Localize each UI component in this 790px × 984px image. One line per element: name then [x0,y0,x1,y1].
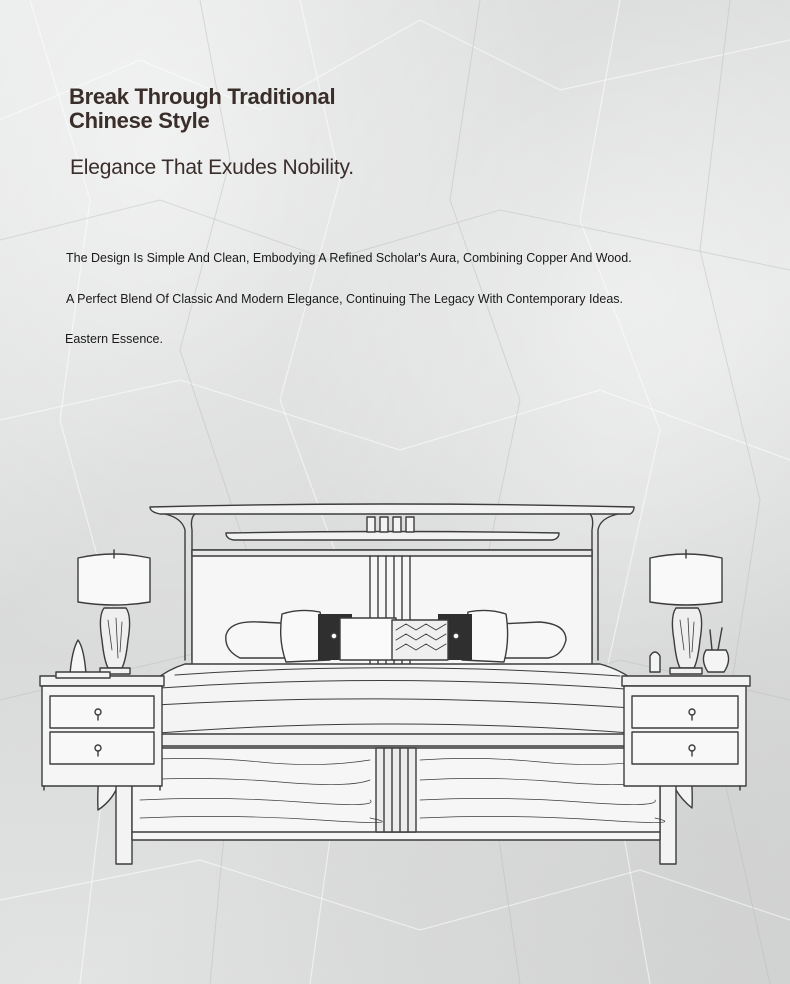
bed-sketch-illustration [0,490,790,890]
right-table-lamp [650,550,729,674]
headline [69,85,335,133]
left-table-lamp [56,550,150,678]
description-line-3: Eastern Essence. [65,332,163,346]
headline-line-2: Chinese Style [69,108,210,133]
subheadline: Elegance That Exudes Nobility. [70,156,354,179]
description-line-2: A Perfect Blend Of Classic And Modern Elegance, Continuing The Legacy With Contemporary Ideas. [66,292,624,306]
footboard [112,734,678,864]
description-line-1: The Design Is Simple And Clean, Embodying A Refined Scholar's Aura, Combining Copper And Wood. [66,251,632,265]
left-nightstand [40,676,164,790]
right-nightstand [622,676,750,790]
headline-line-1: Break Through Traditional [69,84,336,109]
